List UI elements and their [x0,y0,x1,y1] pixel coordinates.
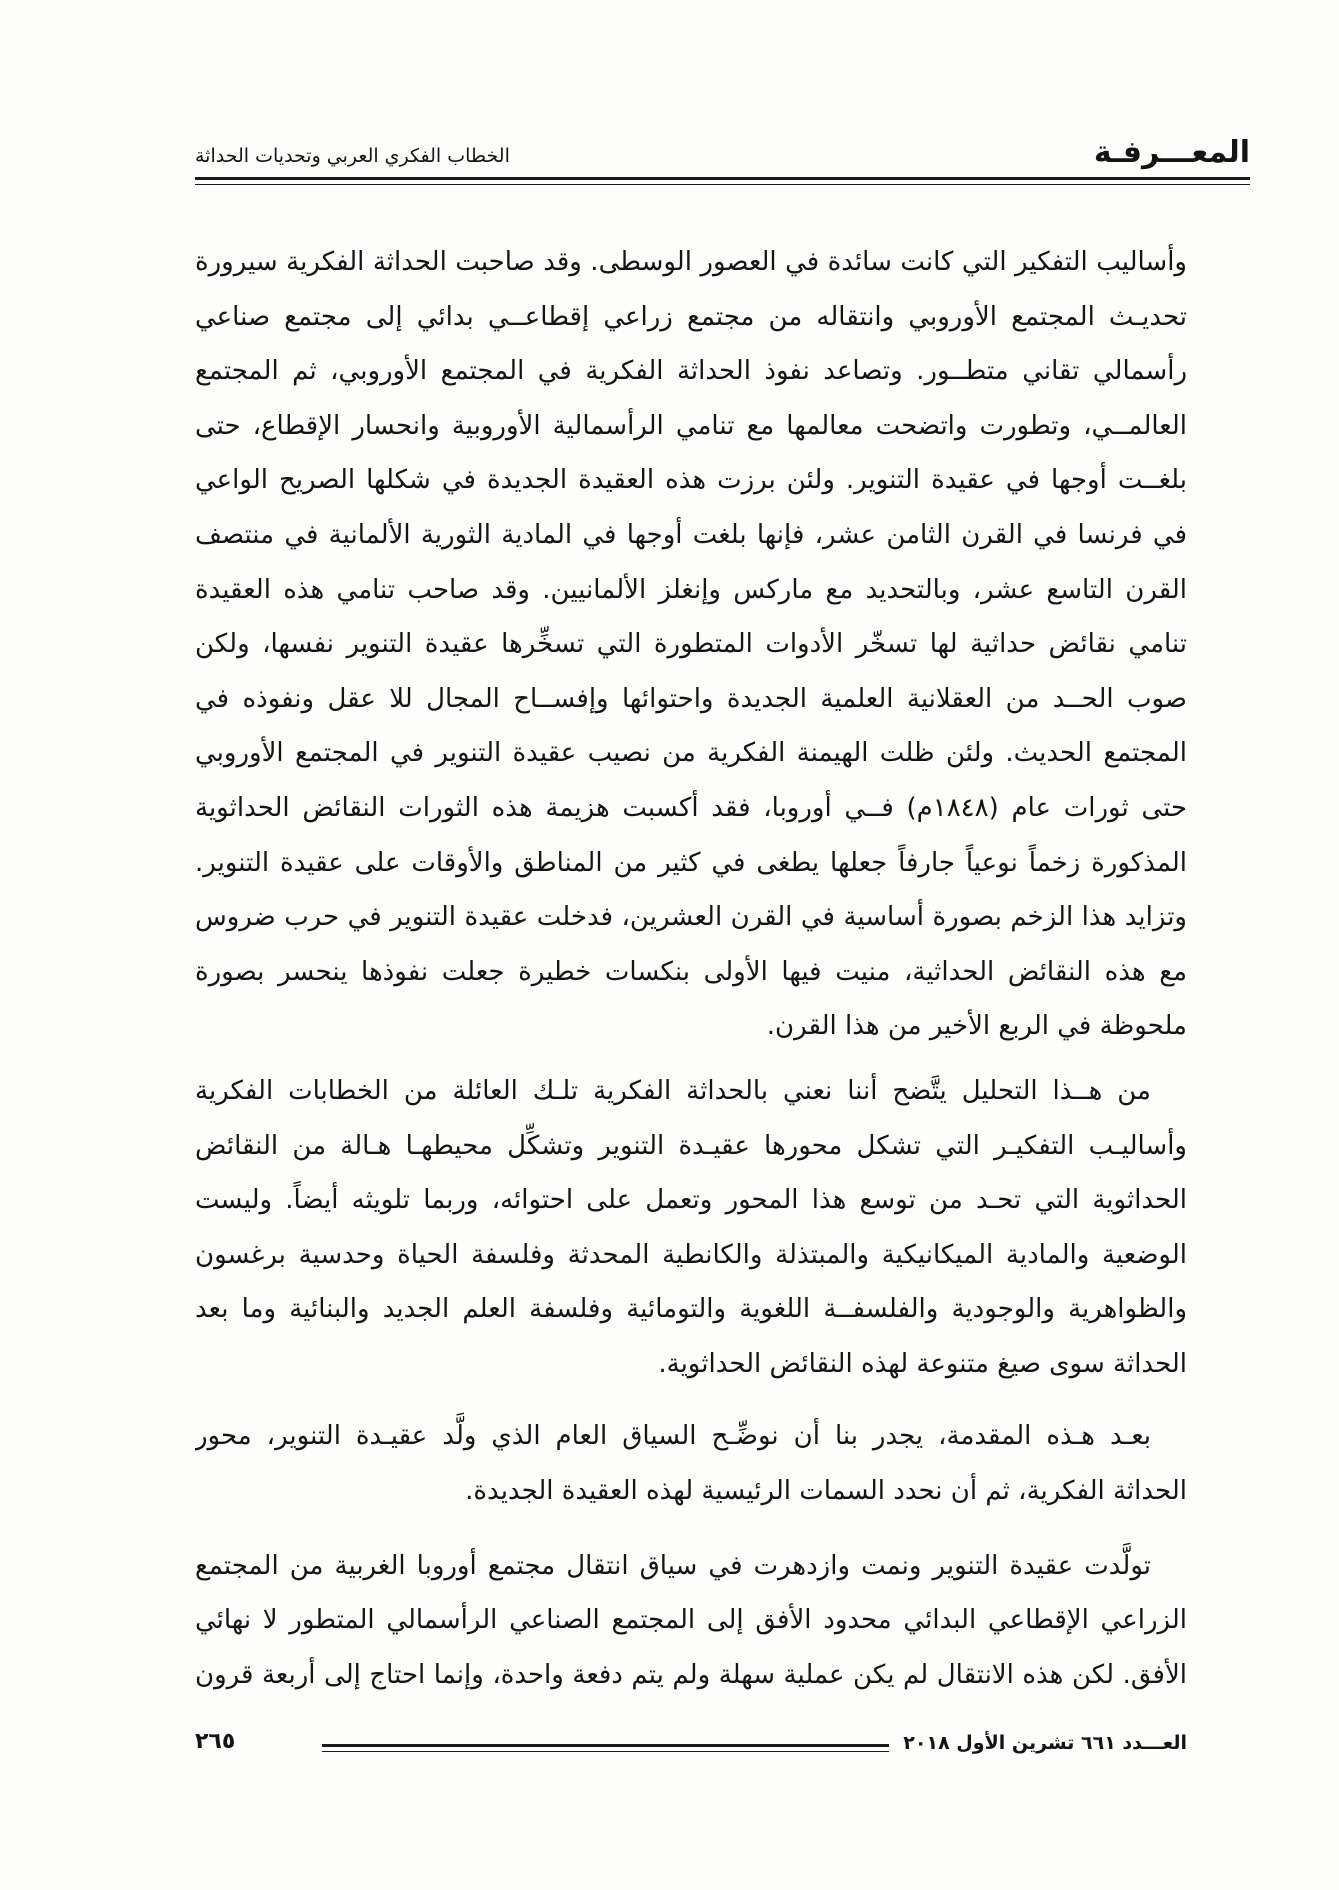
paragraph [195,235,1187,1054]
paragraph [195,1539,1187,1703]
text-line: تحديـث المجتمع الأوروبي وانتقاله من مجتمع زراعي إقطاعــي بدائي إلى مجتمع صناعي [195,301,1187,332]
header-rule [195,177,1250,180]
text-line: الحداثة الفكرية، ثم أن نحدد السمات الرئيسية لهذه العقيدة الجديدة. [465,1476,1187,1507]
footer-rule [322,1744,889,1747]
text-line: المجتمع الحديث. ولئن ظلت الهيمنة الفكرية من نصيب عقيدة التنوير في المجتمع الأوروبي [195,738,1187,769]
text-line: الحداثة سوى صيغ متنوعة لهذه النقائض الحداثوية. [658,1348,1187,1379]
paragraph [195,1064,1187,1392]
issue-info: العـــدد ٦٦١ تشرين الأول ٢٠١٨ [903,1732,1187,1754]
text-line: وتزايد هذا الزخم بصورة أساسية في القرن العشرين، فدخلت عقيدة التنوير في حرب ضروس [195,902,1187,933]
text-line: الوضعية والمادية الميكانيكية والمبتذلة والكانطية المحدثة وفلسفة الحياة وحدسية برغسون [195,1239,1187,1270]
text-line: العالمــي، وتطورت واتضحت معالمها مع تنامي الرأسمالية الأوروبية وانحسار الإقطاع، حتى [195,410,1187,441]
text-line: بعـد هـذه المقدمة، يجدر بنا أن نوضِّـح السياق العام الذي ولَّد عقيـدة التنوير، محور [195,1421,1151,1452]
header-rule-thin [195,184,1250,185]
text-line: الحداثوية التي تحـد من توسع هذا المحور وتعمل على احتوائه، وربما تلويثه أيضاً. وليست [195,1185,1187,1216]
page-number: ٢٦٥ [195,1729,236,1754]
magazine-logo: المعـــرفـة [1093,135,1250,170]
text-line: الأفق. لكن هذه الانتقال لم يكن عملية سهلة ولم يتم دفعة واحدة، وإنما احتاج إلى أربعة قرون [195,1659,1187,1690]
paragraph [195,1409,1187,1518]
text-line: وأساليـب التفكيـر التي تشكل محورها عقيـدة التنوير وتشكِّل محيطهـا هـالة من النقائض [195,1130,1187,1161]
footer-rule-thin [322,1751,889,1752]
text-line: تنامي نقائض حداثية لها تسخّر الأدوات المتطورة التي تسخِّرها عقيدة التنوير نفسها، ولكن [195,629,1187,660]
text-line: والظواهرية والوجودية والفلسفــة اللغوية والتومائية وفلسفة العلم الجديد والبنائية وما بعد [195,1294,1187,1325]
text-line: في فرنسا في القرن الثامن عشر، فإنها بلغت أوجها في المادية الثورية الألمانية في منتصف [195,519,1187,550]
text-line: ملحوظة في الربع الأخير من هذا القرن. [766,1011,1187,1042]
running-header-title: الخطاب الفكري العربي وتحديات الحداثة [195,145,510,167]
text-line: رأسمالي تقاني متطــور. وتصاعد نفوذ الحداثة الفكرية في المجتمع الأوروبي، ثم المجتمع [195,356,1187,387]
text-line: بلغــت أوجها في عقيدة التنوير. ولئن برزت هذه العقيدة الجديدة في شكلها الصريح الواعي [195,465,1187,496]
text-line: من هــذا التحليل يتَّضح أننا نعني بالحداثة الفكرية تلـك العائلة من الخطابات الفكرية [195,1075,1151,1106]
text-line: الزراعي الإقطاعي البدائي محدود الأفق إلى المجتمع الصناعي الرأسمالي المتطور لا نهائي [195,1605,1187,1636]
text-line: القرن التاسع عشر، وبالتحديد مع ماركس وإنغلز الألمانيين. وقد صاحب تنامي هذه العقيدة [195,574,1187,605]
text-line: وأساليب التفكير التي كانت سائدة في العصور الوسطى. وقد صاحبت الحداثة الفكرية سيرورة [195,247,1187,277]
text-line: مع هذه النقائض الحداثية، منيت فيها الأولى بنكسات خطيرة جعلت نفوذها ينحسر بصورة [195,956,1187,987]
article-body [195,235,1187,1702]
text-line: تولَّدت عقيدة التنوير ونمت وازدهرت في سياق انتقال مجتمع أوروبا الغربية من المجتمع [195,1550,1151,1581]
text-line: صوب الحــد من العقلانية العلمية الجديدة واحتوائها وإفســاح المجال للا عقل ونفوذه في [195,683,1187,714]
text-line: المذكورة زخماً نوعياً جارفاً جعلها يطغى في كثير من المناطق والأوقات على عقيدة التنوير. [195,847,1187,878]
text-line: حتى ثورات عام (١٨٤٨م) فــي أوروبا، فقد أكسبت هزيمة هذه الثورات النقائض الحداثوية [195,792,1187,823]
